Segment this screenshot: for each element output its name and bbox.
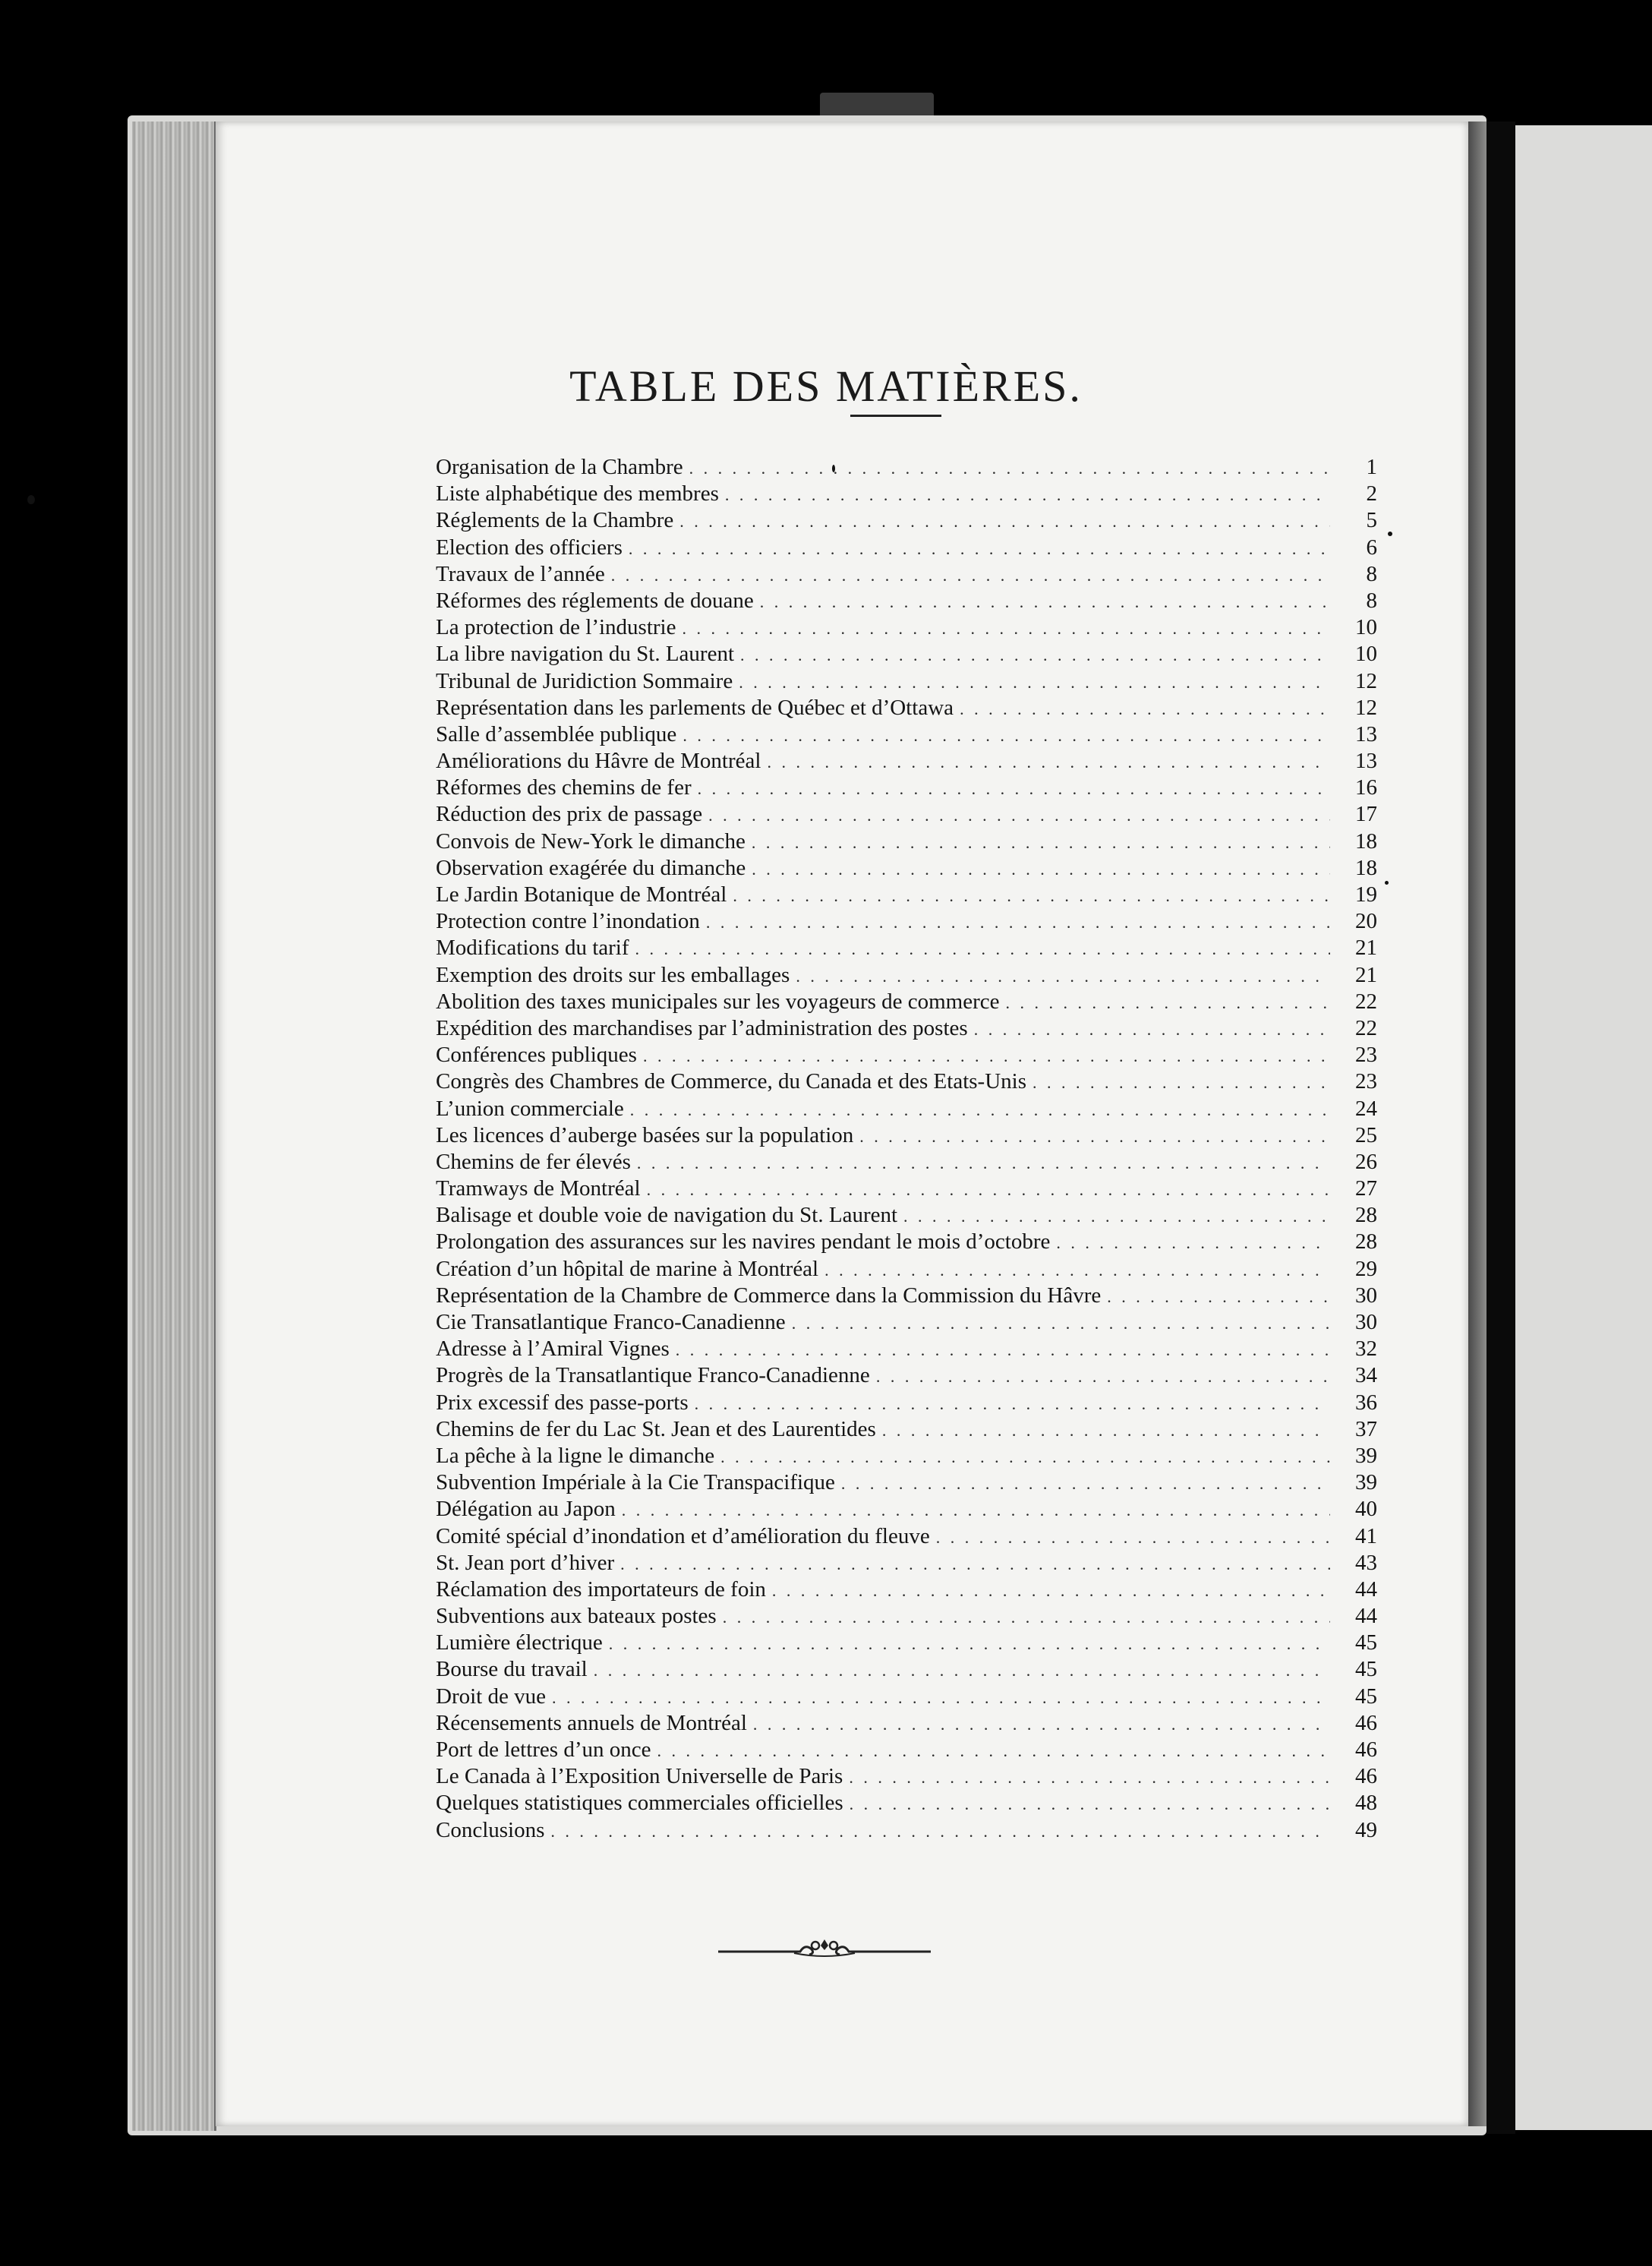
toc-entry-title: Adresse à l’Amiral Vignes <box>436 1337 670 1362</box>
toc-dot-leader <box>643 1043 1330 1069</box>
toc-dot-leader <box>739 669 1330 696</box>
toc-entry-title: Liste alphabétique des membres <box>436 481 719 507</box>
toc-dot-leader <box>903 1203 1330 1229</box>
toc-dot-leader <box>683 722 1330 749</box>
toc-dot-leader <box>752 829 1330 856</box>
toc-entry <box>436 1469 1377 1496</box>
toc-entry-page: 12 <box>1355 668 1377 693</box>
toc-entry <box>436 1523 1377 1550</box>
toc-entry-page: 41 <box>1355 1523 1377 1548</box>
toc-entry-page: 23 <box>1355 1069 1377 1094</box>
toc-entry <box>436 1737 1377 1763</box>
toc-entry <box>436 1122 1377 1149</box>
toc-entry <box>436 828 1377 855</box>
toc-entry-title: Le Jardin Botanique de Montréal <box>436 882 727 907</box>
toc-entry-title: Expédition des marchandises par l’administration des postes <box>436 1015 968 1040</box>
toc-dot-leader <box>706 909 1330 936</box>
toc-entry-page: 22 <box>1355 989 1377 1014</box>
toc-entry-title: Port de lettres d’un once <box>436 1737 651 1762</box>
toc-dot-leader <box>698 775 1330 802</box>
toc-entry-title: Prix excessif des passe-ports <box>436 1390 689 1415</box>
toc-entry-page: 24 <box>1355 1096 1377 1121</box>
toc-entry <box>436 1229 1377 1255</box>
toc-dot-leader <box>611 562 1330 589</box>
facing-page <box>1515 125 1652 2130</box>
toc-entry-title: Récensements annuels de Montréal <box>436 1710 747 1735</box>
toc-entry-title: Représentation de la Chambre de Commerce dans la Commission du Hâvre <box>436 1283 1102 1308</box>
toc-entry-page: 44 <box>1355 1604 1377 1629</box>
toc-entry-page: 46 <box>1355 1764 1377 1789</box>
toc-entry-page: 18 <box>1355 828 1377 854</box>
toc-entry-title: Prolongation des assurances sur les navires pendant le mois d’octobre <box>436 1229 1051 1255</box>
toc-dot-leader <box>594 1657 1330 1684</box>
toc-entry-title: Cie Transatlantique Franco-Canadienne <box>436 1310 786 1334</box>
toc-entry-page: 20 <box>1355 909 1377 934</box>
toc-entry <box>436 1042 1377 1068</box>
toc-dot-leader <box>960 696 1330 722</box>
toc-entry <box>436 507 1377 534</box>
toc-entry-title: Comité spécial d’inondation et d’amélioration du fleuve <box>436 1523 930 1548</box>
toc-dot-leader <box>629 535 1330 562</box>
toc-entry-page: 46 <box>1355 1737 1377 1762</box>
toc-entry-title: Le Canada à l’Exposition Universelle de Paris <box>436 1764 843 1789</box>
toc-entry-title: Réformes des réglements de douane <box>436 588 754 613</box>
toc-entry-page: 23 <box>1355 1043 1377 1068</box>
toc-entry <box>436 1256 1377 1283</box>
toc-dot-leader <box>974 1016 1330 1043</box>
toc-entry-page: 8 <box>1366 588 1377 613</box>
toc-dot-leader <box>1006 989 1330 1016</box>
toc-entry-page: 34 <box>1355 1363 1377 1388</box>
toc-entry-page: 21 <box>1355 962 1377 987</box>
toc-entry-page: 5 <box>1366 508 1377 533</box>
toc-entry <box>436 775 1377 801</box>
toc-dot-leader <box>620 1551 1330 1577</box>
toc-dot-leader <box>695 1390 1330 1417</box>
toc-entry-title: Salle d’assemblée publique <box>436 721 677 746</box>
toc-entry-title: Travaux de l’année <box>436 561 605 586</box>
toc-entry <box>436 1550 1377 1576</box>
toc-dot-leader <box>723 1604 1330 1630</box>
toc-entry <box>436 1496 1377 1523</box>
toc-entry-page: 13 <box>1355 749 1377 774</box>
toc-entry-page: 30 <box>1355 1283 1377 1308</box>
toc-entry-title: Réglements de la Chambre <box>436 508 674 533</box>
toc-entry-page: 1 <box>1366 455 1377 479</box>
toc-dot-leader <box>647 1176 1330 1203</box>
toc-entry-page: 10 <box>1355 615 1377 640</box>
toc-entry <box>436 1684 1377 1710</box>
toc-dot-leader <box>740 642 1330 668</box>
scan-speck <box>1388 532 1392 536</box>
toc-dot-leader <box>876 1363 1330 1390</box>
table-of-contents <box>436 454 1377 1844</box>
toc-entry-page: 44 <box>1355 1576 1377 1602</box>
toc-dot-leader <box>550 1818 1330 1845</box>
toc-dot-leader <box>824 1257 1330 1283</box>
toc-entry-page: 45 <box>1355 1684 1377 1709</box>
toc-entry <box>436 1096 1377 1122</box>
toc-entry-title: Conclusions <box>436 1817 545 1842</box>
toc-entry-page: 16 <box>1355 775 1377 800</box>
toc-entry <box>436 801 1377 828</box>
toc-dot-leader <box>657 1737 1330 1764</box>
toc-entry-page: 45 <box>1355 1630 1377 1655</box>
toc-dot-leader <box>859 1123 1330 1150</box>
toc-dot-leader <box>753 1711 1330 1737</box>
toc-entry <box>436 1336 1377 1362</box>
toc-entry-page: 37 <box>1355 1416 1377 1441</box>
toc-dot-leader <box>552 1684 1330 1711</box>
toc-entry-page: 21 <box>1355 936 1377 961</box>
toc-entry-page: 30 <box>1355 1310 1377 1334</box>
toc-dot-leader <box>849 1764 1330 1791</box>
toc-entry-title: Organisation de la Chambre <box>436 455 683 479</box>
toc-entry <box>436 614 1377 641</box>
toc-entry <box>436 695 1377 721</box>
toc-entry <box>436 1817 1377 1844</box>
toc-dot-leader <box>720 1444 1330 1470</box>
toc-entry <box>436 1176 1377 1202</box>
toc-dot-leader <box>1032 1069 1330 1096</box>
toc-entry <box>436 641 1377 667</box>
toc-entry-title: Subvention Impériale à la Cie Transpacifique <box>436 1470 835 1495</box>
toc-entry-title: Droit de vue <box>436 1684 546 1709</box>
toc-entry-title: Congrès des Chambres de Commerce, du Canada et des Etats-Unis <box>436 1069 1026 1094</box>
toc-dot-leader <box>725 481 1330 508</box>
toc-entry-title: Quelques statistiques commerciales officielles <box>436 1791 843 1816</box>
toc-entry-title: Délégation au Japon <box>436 1497 616 1522</box>
toc-dot-leader <box>676 1337 1330 1363</box>
toc-entry-title: Lumière électrique <box>436 1630 603 1655</box>
toc-entry <box>436 1763 1377 1790</box>
toc-dot-leader <box>635 936 1330 962</box>
toc-entry-page: 43 <box>1355 1550 1377 1575</box>
toc-entry-page: 28 <box>1355 1203 1377 1228</box>
toc-entry <box>436 1576 1377 1603</box>
toc-entry-page: 40 <box>1355 1497 1377 1522</box>
toc-dot-leader <box>882 1417 1330 1444</box>
toc-dot-leader <box>760 589 1330 615</box>
toc-entry <box>436 1603 1377 1630</box>
toc-entry <box>436 1710 1377 1737</box>
toc-entry-title: Convois de New-York le dimanche <box>436 828 746 854</box>
toc-entry-title: Tramways de Montréal <box>436 1176 641 1201</box>
toc-entry-title: La protection de l’industrie <box>436 615 676 640</box>
toc-entry-title: La pêche à la ligne le dimanche <box>436 1443 715 1468</box>
toc-entry <box>436 1202 1377 1229</box>
toc-entry <box>436 535 1377 561</box>
toc-entry <box>436 1416 1377 1443</box>
toc-entry <box>436 561 1377 588</box>
toc-entry-page: 19 <box>1355 882 1377 907</box>
toc-entry-title: Représentation dans les parlements de Québec et d’Ottawa <box>436 695 954 720</box>
toc-dot-leader <box>622 1497 1330 1523</box>
toc-entry-page: 36 <box>1355 1390 1377 1415</box>
closing-ornament-icon <box>718 1935 931 1965</box>
toc-entry-title: Protection contre l’inondation <box>436 909 700 934</box>
toc-entry-page: 39 <box>1355 1443 1377 1468</box>
toc-entry-title: Observation exagérée du dimanche <box>436 855 746 880</box>
scan-speck <box>832 465 835 472</box>
toc-entry <box>436 481 1377 507</box>
toc-entry <box>436 1790 1377 1816</box>
toc-dot-leader <box>792 1310 1330 1337</box>
toc-dot-leader <box>1107 1283 1330 1310</box>
toc-entry <box>436 1390 1377 1416</box>
toc-dot-leader <box>708 802 1330 828</box>
toc-entry <box>436 1630 1377 1656</box>
toc-entry <box>436 962 1377 989</box>
toc-dot-leader <box>772 1577 1330 1604</box>
toc-dot-leader <box>850 1791 1330 1817</box>
toc-entry-page: 25 <box>1355 1122 1377 1147</box>
toc-entry <box>436 1656 1377 1683</box>
toc-entry <box>436 855 1377 882</box>
page-title: TABLE DES MATIÈRES. <box>569 361 1083 411</box>
toc-entry-page: 48 <box>1355 1791 1377 1816</box>
toc-entry-title: Modifications du tarif <box>436 936 629 961</box>
toc-entry-page: 28 <box>1355 1229 1377 1255</box>
toc-entry-title: Conférences publiques <box>436 1043 637 1068</box>
toc-dot-leader <box>752 856 1330 882</box>
toc-entry <box>436 721 1377 748</box>
title-rule <box>850 415 941 417</box>
toc-entry-title: Abolition des taxes municipales sur les voyageurs de commerce <box>436 989 1000 1014</box>
toc-entry-page: 17 <box>1355 802 1377 827</box>
toc-entry-page: 6 <box>1366 535 1377 560</box>
toc-dot-leader <box>1056 1229 1330 1256</box>
toc-entry-title: Réclamation des importateurs de foin <box>436 1576 766 1602</box>
toc-entry <box>436 1309 1377 1336</box>
toc-entry-title: Création d’un hôpital de marine à Montréal <box>436 1256 819 1281</box>
toc-entry <box>436 1068 1377 1095</box>
toc-entry <box>436 1015 1377 1042</box>
toc-entry-page: 39 <box>1355 1470 1377 1495</box>
toc-entry-page: 45 <box>1355 1657 1377 1682</box>
toc-dot-leader <box>637 1150 1330 1176</box>
toc-entry <box>436 454 1377 481</box>
toc-entry-title: L’union commerciale <box>436 1096 624 1121</box>
toc-entry-page: 46 <box>1355 1710 1377 1735</box>
toc-entry <box>436 1283 1377 1309</box>
toc-entry-page: 8 <box>1366 561 1377 586</box>
toc-entry <box>436 748 1377 775</box>
toc-entry <box>436 1149 1377 1176</box>
toc-entry-page: 18 <box>1355 855 1377 880</box>
toc-entry-page: 2 <box>1366 481 1377 507</box>
toc-entry-title: Exemption des droits sur les emballages <box>436 962 790 987</box>
toc-dot-leader <box>682 615 1330 642</box>
toc-entry-page: 10 <box>1355 642 1377 667</box>
toc-entry-title: St. Jean port d’hiver <box>436 1550 615 1575</box>
book-gutter <box>1486 122 1515 2134</box>
toc-entry <box>436 882 1377 908</box>
toc-entry-page: 13 <box>1355 721 1377 746</box>
toc-entry-title: Améliorations du Hâvre de Montréal <box>436 749 761 774</box>
toc-dot-leader <box>767 749 1330 775</box>
page-spine-shadow <box>1468 122 1486 2126</box>
toc-entry-title: Les licences d’auberge basées sur la population <box>436 1122 854 1147</box>
toc-entry <box>436 1362 1377 1389</box>
toc-dot-leader <box>630 1097 1330 1123</box>
toc-entry-title: Bourse du travail <box>436 1657 588 1682</box>
toc-entry <box>436 668 1377 695</box>
toc-dot-leader <box>679 508 1330 535</box>
toc-dot-leader <box>841 1470 1330 1497</box>
toc-entry-page: 32 <box>1355 1337 1377 1362</box>
toc-entry-page: 29 <box>1355 1256 1377 1281</box>
toc-entry-page: 27 <box>1355 1176 1377 1201</box>
toc-entry-page: 49 <box>1355 1817 1377 1842</box>
toc-entry <box>436 989 1377 1015</box>
toc-entry-page: 12 <box>1355 695 1377 720</box>
scan-speck <box>27 495 35 504</box>
toc-entry-title: Subventions aux bateaux postes <box>436 1604 717 1629</box>
scan-speck <box>1385 881 1389 885</box>
toc-entry-title: Réformes des chemins de fer <box>436 775 692 800</box>
toc-entry-title: Chemins de fer du Lac St. Jean et des Laurentides <box>436 1416 876 1441</box>
toc-entry-page: 26 <box>1355 1149 1377 1174</box>
toc-dot-leader <box>689 455 1330 481</box>
toc-entry-title: Réduction des prix de passage <box>436 802 703 827</box>
toc-entry-title: Chemins de fer élevés <box>436 1149 631 1174</box>
toc-entry-title: Tribunal de Juridiction Sommaire <box>436 668 733 693</box>
toc-entry-title: Progrès de la Transatlantique Franco-Canadienne <box>436 1363 870 1388</box>
toc-dot-leader <box>733 882 1330 909</box>
toc-entry-title: La libre navigation du St. Laurent <box>436 642 735 667</box>
toc-entry <box>436 935 1377 961</box>
toc-dot-leader <box>936 1524 1330 1551</box>
toc-entry <box>436 1443 1377 1469</box>
toc-entry-page: 22 <box>1355 1015 1377 1040</box>
toc-dot-leader <box>609 1630 1330 1657</box>
toc-entry <box>436 908 1377 935</box>
toc-dot-leader <box>796 963 1330 989</box>
toc-entry-title: Balisage et double voie de navigation du St. Laurent <box>436 1203 898 1228</box>
toc-entry <box>436 588 1377 614</box>
page-edges <box>132 122 216 2131</box>
toc-entry-title: Election des officiers <box>436 535 623 560</box>
